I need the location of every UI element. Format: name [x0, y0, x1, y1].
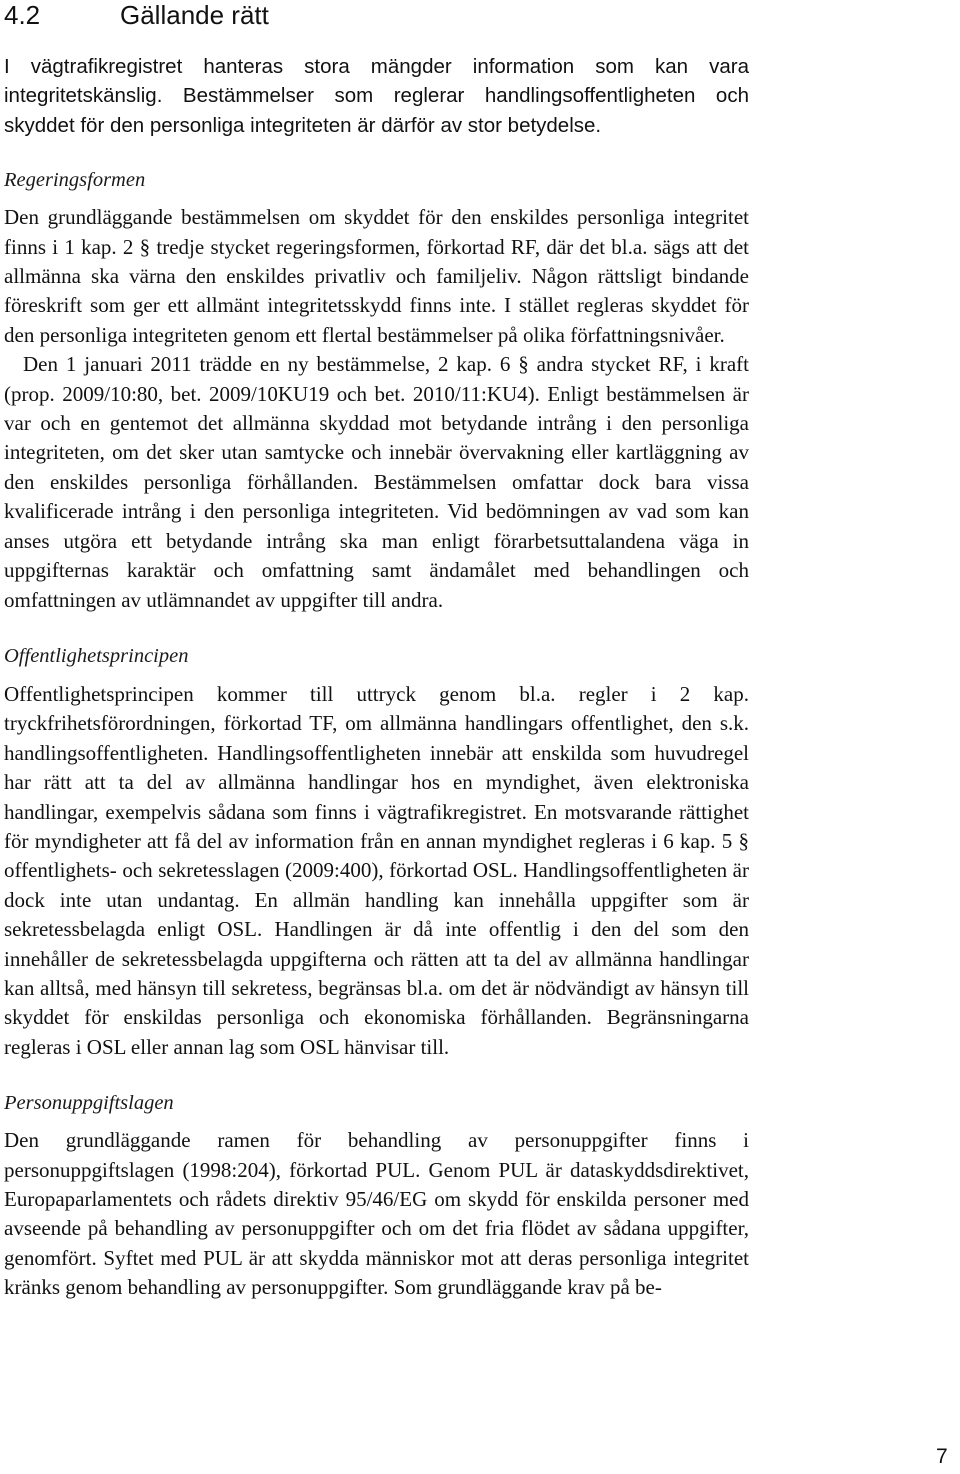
document-page [4, 0, 749, 1303]
subheading-offentlighetsprincipen: Offentlighetsprincipen [4, 644, 189, 667]
section-heading [4, 0, 749, 52]
regeringsformen-paragraph-1: Den grundläggande bestämmelsen om skyddet för den enskildes personliga integritet finns i 1 kap. 2 § tredje stycket regeringsformen, förkortad RF, där det bl.a. sägs att det allmänna ska värna den enskildes privatliv och familjeliv. Någon rättsligt bindande föreskrift som ger ett allmänt integritetsskydd finns inte. I stället regleras skyddet för den personliga integriteten genom ett flertal bestämmelser på olika författningsnivåer. [4, 205, 749, 347]
personuppgiftslagen-paragraph-1: Den grundläggande ramen för behandling av personuppgifter finns i personuppgiftslagen (1998:204), förkortad PUL. Genom PUL är dataskyddsdirektivet, Europaparlamentets och rådets direktiv 95/46/EG om skydd för enskilda personer med avseende på behandling av personuppgifter och om det fria flödet av sådana uppgifter, genomfört. Syftet med PUL är att skydda människor mot att deras personliga integritet kränks genom behandling av personuppgifter. Som grundläggande krav på be- [4, 1128, 749, 1300]
section-number: 4.2 [4, 0, 41, 30]
section-title: Gällande rätt [120, 0, 269, 30]
subheading-personuppgiftslagen: Personuppgiftslagen [4, 1092, 174, 1115]
page-number: 7 [936, 1445, 948, 1468]
regeringsformen-paragraph-2: Den 1 januari 2011 trädde en ny bestämmelse, 2 kap. 6 § andra stycket RF, i kraft (prop. 2009/10:80, bet. 2009/10KU19 och bet. 2010/11:KU4). Enligt bestämmelsen är var och en gentemot det allmänna skyddad mot betydande intrång i den personliga integriteten, om det sker utan samtycke och innebär övervakning eller kartläggning av den enskildes personliga förhållanden. Bestämmelsen omfattar dock bara vissa kvalificerade intrång i den personliga integriteten. Vid bedömningen av vad som kan anses utgöra ett betydande intrång ska man enligt förarbetsuttalandena väga in uppgifternas karaktär och omfattning samt ändamålet med behandlingen och omfattningen av utlämnandet av uppgifter till andra. [4, 352, 749, 612]
subheading-regeringsformen: Regeringsformen [4, 169, 146, 192]
offentlighetsprincipen-paragraph-1: Offentlighetsprincipen kommer till uttryck genom bl.a. regler i 2 kap. tryckfrihetsförordningen, förkortad TF, om allmänna handlingars offentlighet, den s.k. handlingsoffentligheten. Handlingsoffentligheten innebär att enskilda som huvudregel har rätt att ta del av allmänna handlingar hos en myndighet, även elektroniska handlingar, exempelvis sådana som finns i vägtrafikregistret. En motsvarande rättighet för myndigheter att få del av information från en annan myndighet regleras i 6 kap. 5 § offentlighets- och sekretesslagen (2009:400), förkortad OSL. Handlingsoffentligheten är dock inte utan undantag. En allmän handling kan innehålla uppgifter som är sekretessbelagda enligt OSL. Handlingen är då inte offentlig i den del som den innehåller de sekretessbelagda uppgifterna och rätten att ta del av allmänna handlingar kan alltså, med hänsyn till sekretess, begränsas bl.a. om det är nödvändigt av hänsyn till skyddet för enskildas personliga och ekonomiska förhållanden. Begränsningarna regleras i OSL eller annan lag som OSL hänvisar till. [4, 681, 749, 1059]
intro-paragraph: I vägtrafikregistret hanteras stora mängder information som kan vara integritetskänslig. Bestämmelser som reglerar handlingsoffentligheten och skyddet för den personliga integriteten är därför av stor betydelse. [4, 55, 749, 137]
